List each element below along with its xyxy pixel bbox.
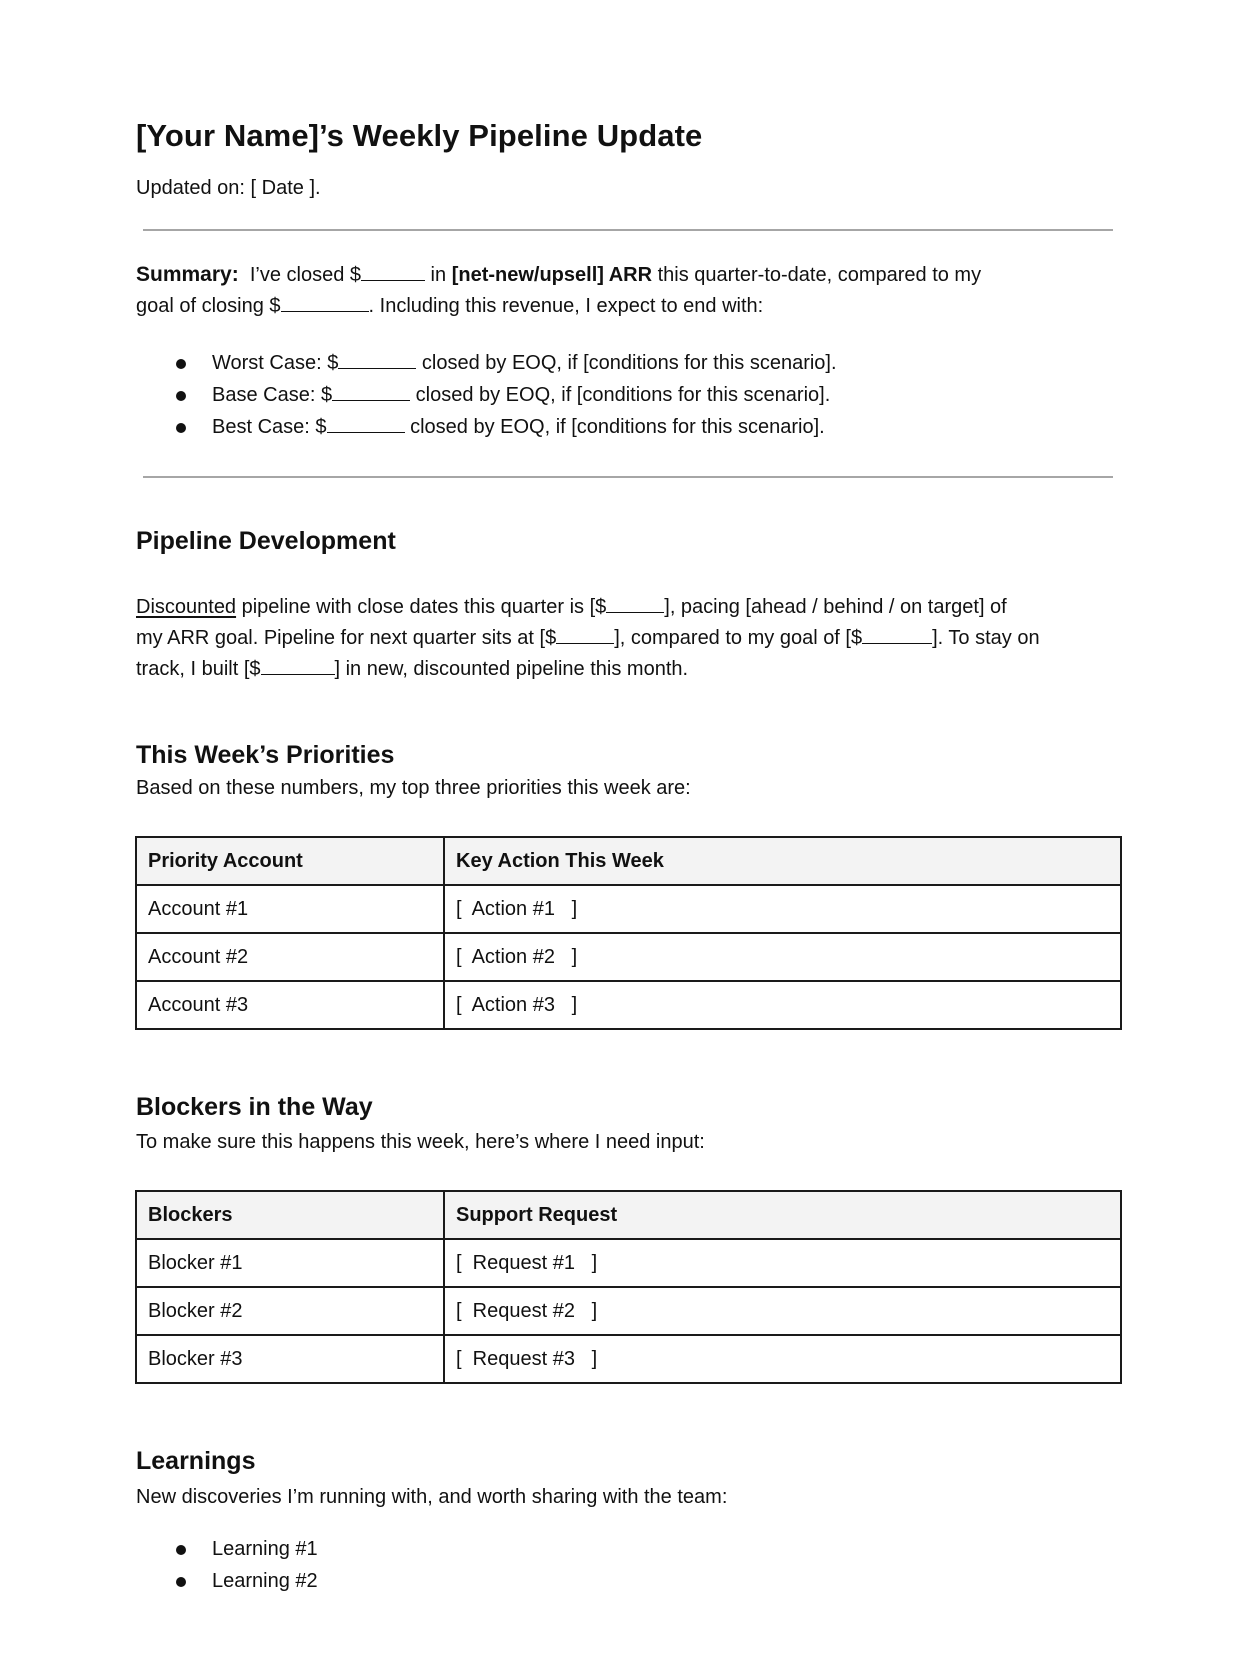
best-case-blank[interactable] [327, 414, 405, 433]
table-header-row [136, 1191, 1121, 1239]
blockers-table [135, 1190, 1122, 1384]
blocker-cell[interactable]: Blocker #1 [136, 1239, 444, 1287]
table-row [136, 1335, 1121, 1383]
table-row [136, 1239, 1121, 1287]
request-cell[interactable]: [ Request #3 ] [444, 1335, 1121, 1383]
table-row [136, 981, 1121, 1029]
bullet-icon [176, 1545, 186, 1555]
request-cell[interactable]: [ Request #1 ] [444, 1239, 1121, 1287]
updated-on: Updated on: [ Date ]. [136, 177, 321, 199]
list-item: Learning #1 [172, 1533, 318, 1565]
list-item-worst-case: Worst Case: $ closed by EOQ, if [conditions for this scenario]. [172, 347, 837, 379]
pipeline-line-3: track, I built [$ ] in new, discounted pipeline this month. [136, 658, 689, 680]
pipeline-heading: Pipeline Development [136, 527, 396, 555]
priorities-heading: This Week’s Priorities [136, 741, 395, 769]
priorities-table [135, 836, 1122, 1030]
closed-amount-blank[interactable] [361, 262, 425, 281]
discounted-link: Discounted [136, 596, 237, 618]
bullet-icon [176, 391, 186, 401]
blockers-heading: Blockers in the Way [136, 1093, 373, 1121]
blockers-subtitle: To make sure this happens this week, here’s where I need input: [136, 1131, 705, 1153]
action-cell[interactable]: [ Action #1 ] [444, 885, 1121, 933]
summary-line-2: goal of closing $ . Including this revenue, I expect to end with: [136, 295, 764, 317]
goal-amount-blank[interactable] [281, 293, 369, 312]
bullet-icon [176, 423, 186, 433]
arr-type: [net-new/upsell] ARR [451, 264, 653, 286]
account-cell[interactable]: Account #3 [136, 981, 444, 1029]
list-item-best-case: Best Case: $ closed by EOQ, if [conditions for this scenario]. [172, 411, 837, 443]
next-quarter-blank[interactable] [556, 625, 614, 644]
account-cell[interactable]: Account #2 [136, 933, 444, 981]
scenario-list [172, 347, 837, 443]
blocker-cell[interactable]: Blocker #3 [136, 1335, 444, 1383]
divider [143, 229, 1113, 231]
table-header-row [136, 837, 1121, 885]
summary-label: Summary: [136, 263, 239, 286]
column-header-priority-account: Priority Account [136, 837, 444, 885]
bullet-icon [176, 1577, 186, 1587]
column-header-blockers: Blockers [136, 1191, 444, 1239]
column-header-support-request: Support Request [444, 1191, 1121, 1239]
page-title: [Your Name]’s Weekly Pipeline Update [136, 118, 703, 153]
quarter-pipeline-blank[interactable] [606, 594, 664, 613]
summary-line-1: Summary: I’ve closed $ in [net-new/upsell] ARR this quarter-to-date, compared to my [136, 263, 982, 286]
pipeline-line-1: Discounted pipeline with close dates this quarter is [$ ], pacing [ahead / behind / on target] of [136, 596, 1007, 618]
table-row [136, 1287, 1121, 1335]
goal-blank[interactable] [862, 625, 932, 644]
table-row [136, 885, 1121, 933]
built-pipeline-blank[interactable] [261, 656, 335, 675]
list-item-base-case: Base Case: $ closed by EOQ, if [conditions for this scenario]. [172, 379, 837, 411]
action-cell[interactable]: [ Action #2 ] [444, 933, 1121, 981]
request-cell[interactable]: [ Request #2 ] [444, 1287, 1121, 1335]
base-case-blank[interactable] [332, 382, 410, 401]
action-cell[interactable]: [ Action #3 ] [444, 981, 1121, 1029]
learnings-list [172, 1533, 318, 1597]
bullet-icon [176, 359, 186, 369]
learnings-subtitle: New discoveries I’m running with, and worth sharing with the team: [136, 1486, 728, 1508]
worst-case-blank[interactable] [338, 350, 416, 369]
divider [143, 476, 1113, 478]
column-header-key-action: Key Action This Week [444, 837, 1121, 885]
list-item: Learning #2 [172, 1565, 318, 1597]
pipeline-line-2: my ARR goal. Pipeline for next quarter sits at [$ ], compared to my goal of [$ ]. To stay on [136, 627, 1040, 649]
blocker-cell[interactable]: Blocker #2 [136, 1287, 444, 1335]
learnings-heading: Learnings [136, 1447, 256, 1475]
account-cell[interactable]: Account #1 [136, 885, 444, 933]
priorities-subtitle: Based on these numbers, my top three priorities this week are: [136, 777, 691, 799]
table-row [136, 933, 1121, 981]
